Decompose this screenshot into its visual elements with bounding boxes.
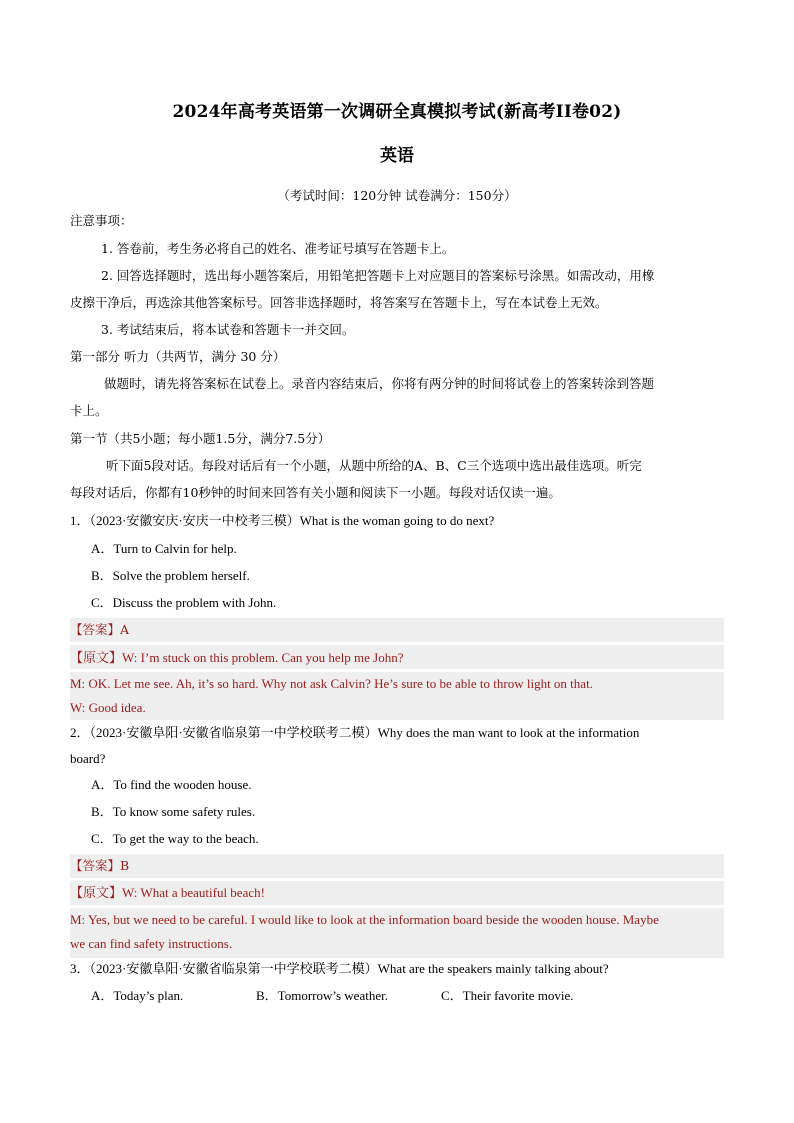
option-b: B．Tomorrow’s weather.: [256, 988, 388, 1003]
note-item: 3. 考试结束后，将本试卷和答题卡一并交回。: [101, 322, 355, 337]
transcript-line: M: OK. Let me see. Ah, it’s so hard. Why not ask Calvin? He’s sure to be able to throw light on that.: [70, 676, 593, 691]
question-stem: 3．（2023·安徽阜阳·安徽省临泉第一中学校联考二模）What are the speakers mainly talking about?: [70, 961, 609, 976]
subject-heading: 英语: [380, 146, 414, 166]
option-c: C．Their favorite movie.: [441, 988, 574, 1003]
transcript-label: 【原文】: [70, 650, 123, 665]
section1-heading: 第一节（共5小题；每小题1.5分，满分7.5分）: [70, 431, 331, 446]
answer-shade: [70, 618, 724, 642]
page-title: 2024年高考英语第一次调研全真模拟考试(新高考II卷02): [172, 102, 622, 122]
question-stem: 1．（2023·安徽安庆·安庆一中校考三模）What is the woman going to do next?: [70, 513, 495, 528]
question-stem: 2．（2023·安徽阜阳·安徽省临泉第一中学校联考二模）Why does the man want to look at the information: [70, 725, 640, 740]
note-item: 皮擦干净后，再选涂其他答案标号。回答非选择题时，将答案写在答题卡上，写在本试卷上无效。: [70, 295, 608, 310]
option-b: B．Solve the problem herself.: [91, 568, 250, 583]
transcript-label: 【原文】: [70, 885, 123, 900]
part1-heading: 第一部分 听力（共两节，满分 30 分）: [70, 349, 286, 364]
answer-shade: [70, 854, 724, 878]
transcript-line: [70, 884, 265, 902]
option-a: A．Turn to Calvin for help.: [91, 541, 237, 556]
part1-instruction: 做题时，请先将答案标在试卷上。录音内容结束后，你将有两分钟的时间将试卷上的答案转涂到答题: [104, 376, 655, 391]
section1-instruction: 每段对话后，你都有10秒钟的时间来回答有关小题和阅读下一小题。每段对话仅读一遍。: [70, 485, 561, 500]
answer-label: 【答案】A: [70, 622, 130, 637]
option-a: A．Today’s plan.: [91, 988, 184, 1003]
exam-info: （考试时间：120分钟 试卷满分：150分）: [277, 188, 517, 203]
question-stem: board?: [70, 751, 106, 766]
transcript-line: [70, 649, 404, 667]
option-b: B．To know some safety rules.: [91, 804, 256, 819]
transcript-text: W: I’m stuck on this problem. Can you help me John?: [122, 650, 404, 665]
transcript-line: we can find safety instructions.: [70, 936, 233, 951]
notes-heading: 注意事项：: [70, 213, 133, 228]
section1-instruction: 听下面5段对话。每段对话后有一个小题，从题中所给的A、B、C三个选项中选出最佳选项。听完: [106, 458, 642, 473]
option-c: C．Discuss the problem with John.: [91, 595, 277, 610]
note-item: 1. 答卷前，考生务必将自己的姓名、准考证号填写在答题卡上。: [101, 241, 455, 256]
transcript-line: W: Good idea.: [70, 700, 146, 715]
transcript-line: M: Yes, but we need to be careful. I would like to look at the information board beside the wooden house. Maybe: [70, 912, 659, 927]
transcript-text: W: What a beautiful beach!: [122, 885, 265, 900]
note-item: 2. 回答选择题时，选出每小题答案后，用铅笔把答题卡上对应题目的答案标号涂黑。如需改动，用橡: [101, 268, 655, 283]
option-a: A．To find the wooden house.: [91, 777, 252, 792]
part1-instruction: 卡上。: [70, 403, 108, 418]
option-c: C．To get the way to the beach.: [91, 831, 259, 846]
answer-label: 【答案】B: [70, 858, 130, 873]
